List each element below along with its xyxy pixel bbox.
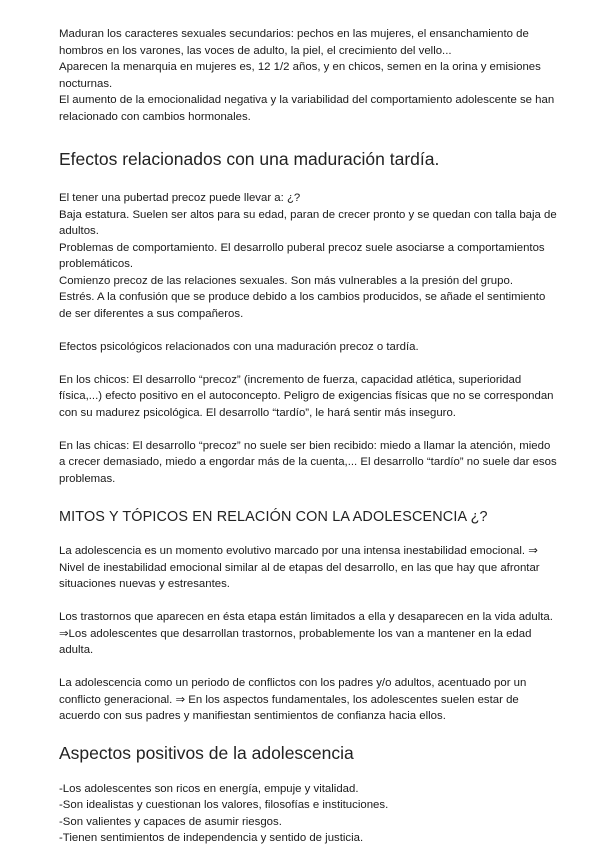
mito-trastornos: Los trastornos que aparecen en ésta etapa están limitados a ella y desaparecen en la vida adulta. ⇒Los adolescentes que desarrollan trastornos, probablemente los van a mantener en la edad adulta.: [59, 611, 553, 656]
heading-mitos-topicos: MITOS Y TÓPICOS EN RELACIÓN CON LA ADOLESCENCIA ¿?: [59, 509, 488, 525]
item-relaciones-sexuales: Comienzo precoz de las relaciones sexuales. Son más vulnerables a la presión del grupo.: [59, 274, 513, 287]
paragraph-chicos: En los chicos: El desarrollo “precoz” (incremento de fuerza, capacidad atlética, superioridad física,...) efecto positivo en el autoconcepto. Peligro de exigencias físicas que no se correspondan con su madurez psicológica. El desarrollo “tardío”, le hará sentir más inseguro.: [59, 373, 554, 419]
efectos-psicologicos-title: Efectos psicológicos relacionados con una maduración precoz o tardía.: [59, 340, 419, 353]
heading-aspectos-positivos: Aspectos positivos de la adolescencia: [59, 742, 354, 763]
mito-conflictos: La adolescencia como un periodo de conflictos con los padres y/o adultos, acentuado por un conflicto generacional. ⇒ En los aspectos fundamentales, los adolescentes suelen estar de acuerdo con sus padres y manifiestan sentimientos de confianza hacia ellos.: [59, 677, 527, 722]
item-problemas-comportamiento: Problemas de comportamiento. El desarrollo puberal precoz suele asociarse a comportamientos problemáticos.: [59, 241, 545, 270]
list-item-valientes: -Son valientes y capaces de asumir riesgos.: [59, 815, 282, 828]
intro-paragraph-caracteres: Maduran los caracteres sexuales secundarios: pechos en las mujeres, el ensanchamiento de hombros en los varones, las voces de adulto, la piel, el crecimiento del vello...: [59, 28, 529, 57]
intro-paragraph-menarquia: Aparecen la menarquia en mujeres es, 12 1/2 años, y en chicos, semen en la orina y emisiones nocturnas.: [59, 61, 541, 90]
item-estres: Estrés. A la confusión que se produce debido a los cambios producidos, se añade el sentimiento de ser diferentes a sus compañeros.: [59, 291, 546, 320]
item-baja-estatura: Baja estatura. Suelen ser altos para su edad, paran de crecer pronto y se quedan con talla baja de adultos.: [59, 208, 557, 237]
intro-paragraph-emocionalidad: El aumento de la emocionalidad negativa y la variabilidad del comportamiento adolescente se han relacionado con cambios hormonales.: [59, 94, 555, 123]
list-item-idealistas: -Son idealistas y cuestionan los valores, filosofías e instituciones.: [59, 799, 389, 811]
list-item-energia: -Los adolescentes son ricos en energía, empuje y vitalidad.: [59, 782, 359, 795]
heading-maduracion-tardia: Efectos relacionados con una maduración tardía.: [59, 149, 440, 169]
document-page: [59, 26, 559, 847]
pubertad-precoz-intro: El tener una pubertad precoz puede llevar a: ¿?: [59, 192, 301, 204]
paragraph-chicas: En las chicas: El desarrollo “precoz” no suele ser bien recibido: miedo a llamar la atención, miedo a crecer demasiado, miedo a engordar más de la cuenta,... El desarrollo “tardío” no suele dar esos problemas.: [59, 439, 557, 485]
mito-inestabilidad: La adolescencia es un momento evolutivo marcado por una intensa inestabilidad emocional. ⇒ Nivel de inestabilidad emocional similar al de etapas del desarrollo, en las que hay que afrontar situaciones nuevas y estresantes.: [59, 545, 540, 590]
list-item-independencia: -Tienen sentimientos de independencia y sentido de justicia.: [59, 832, 364, 844]
